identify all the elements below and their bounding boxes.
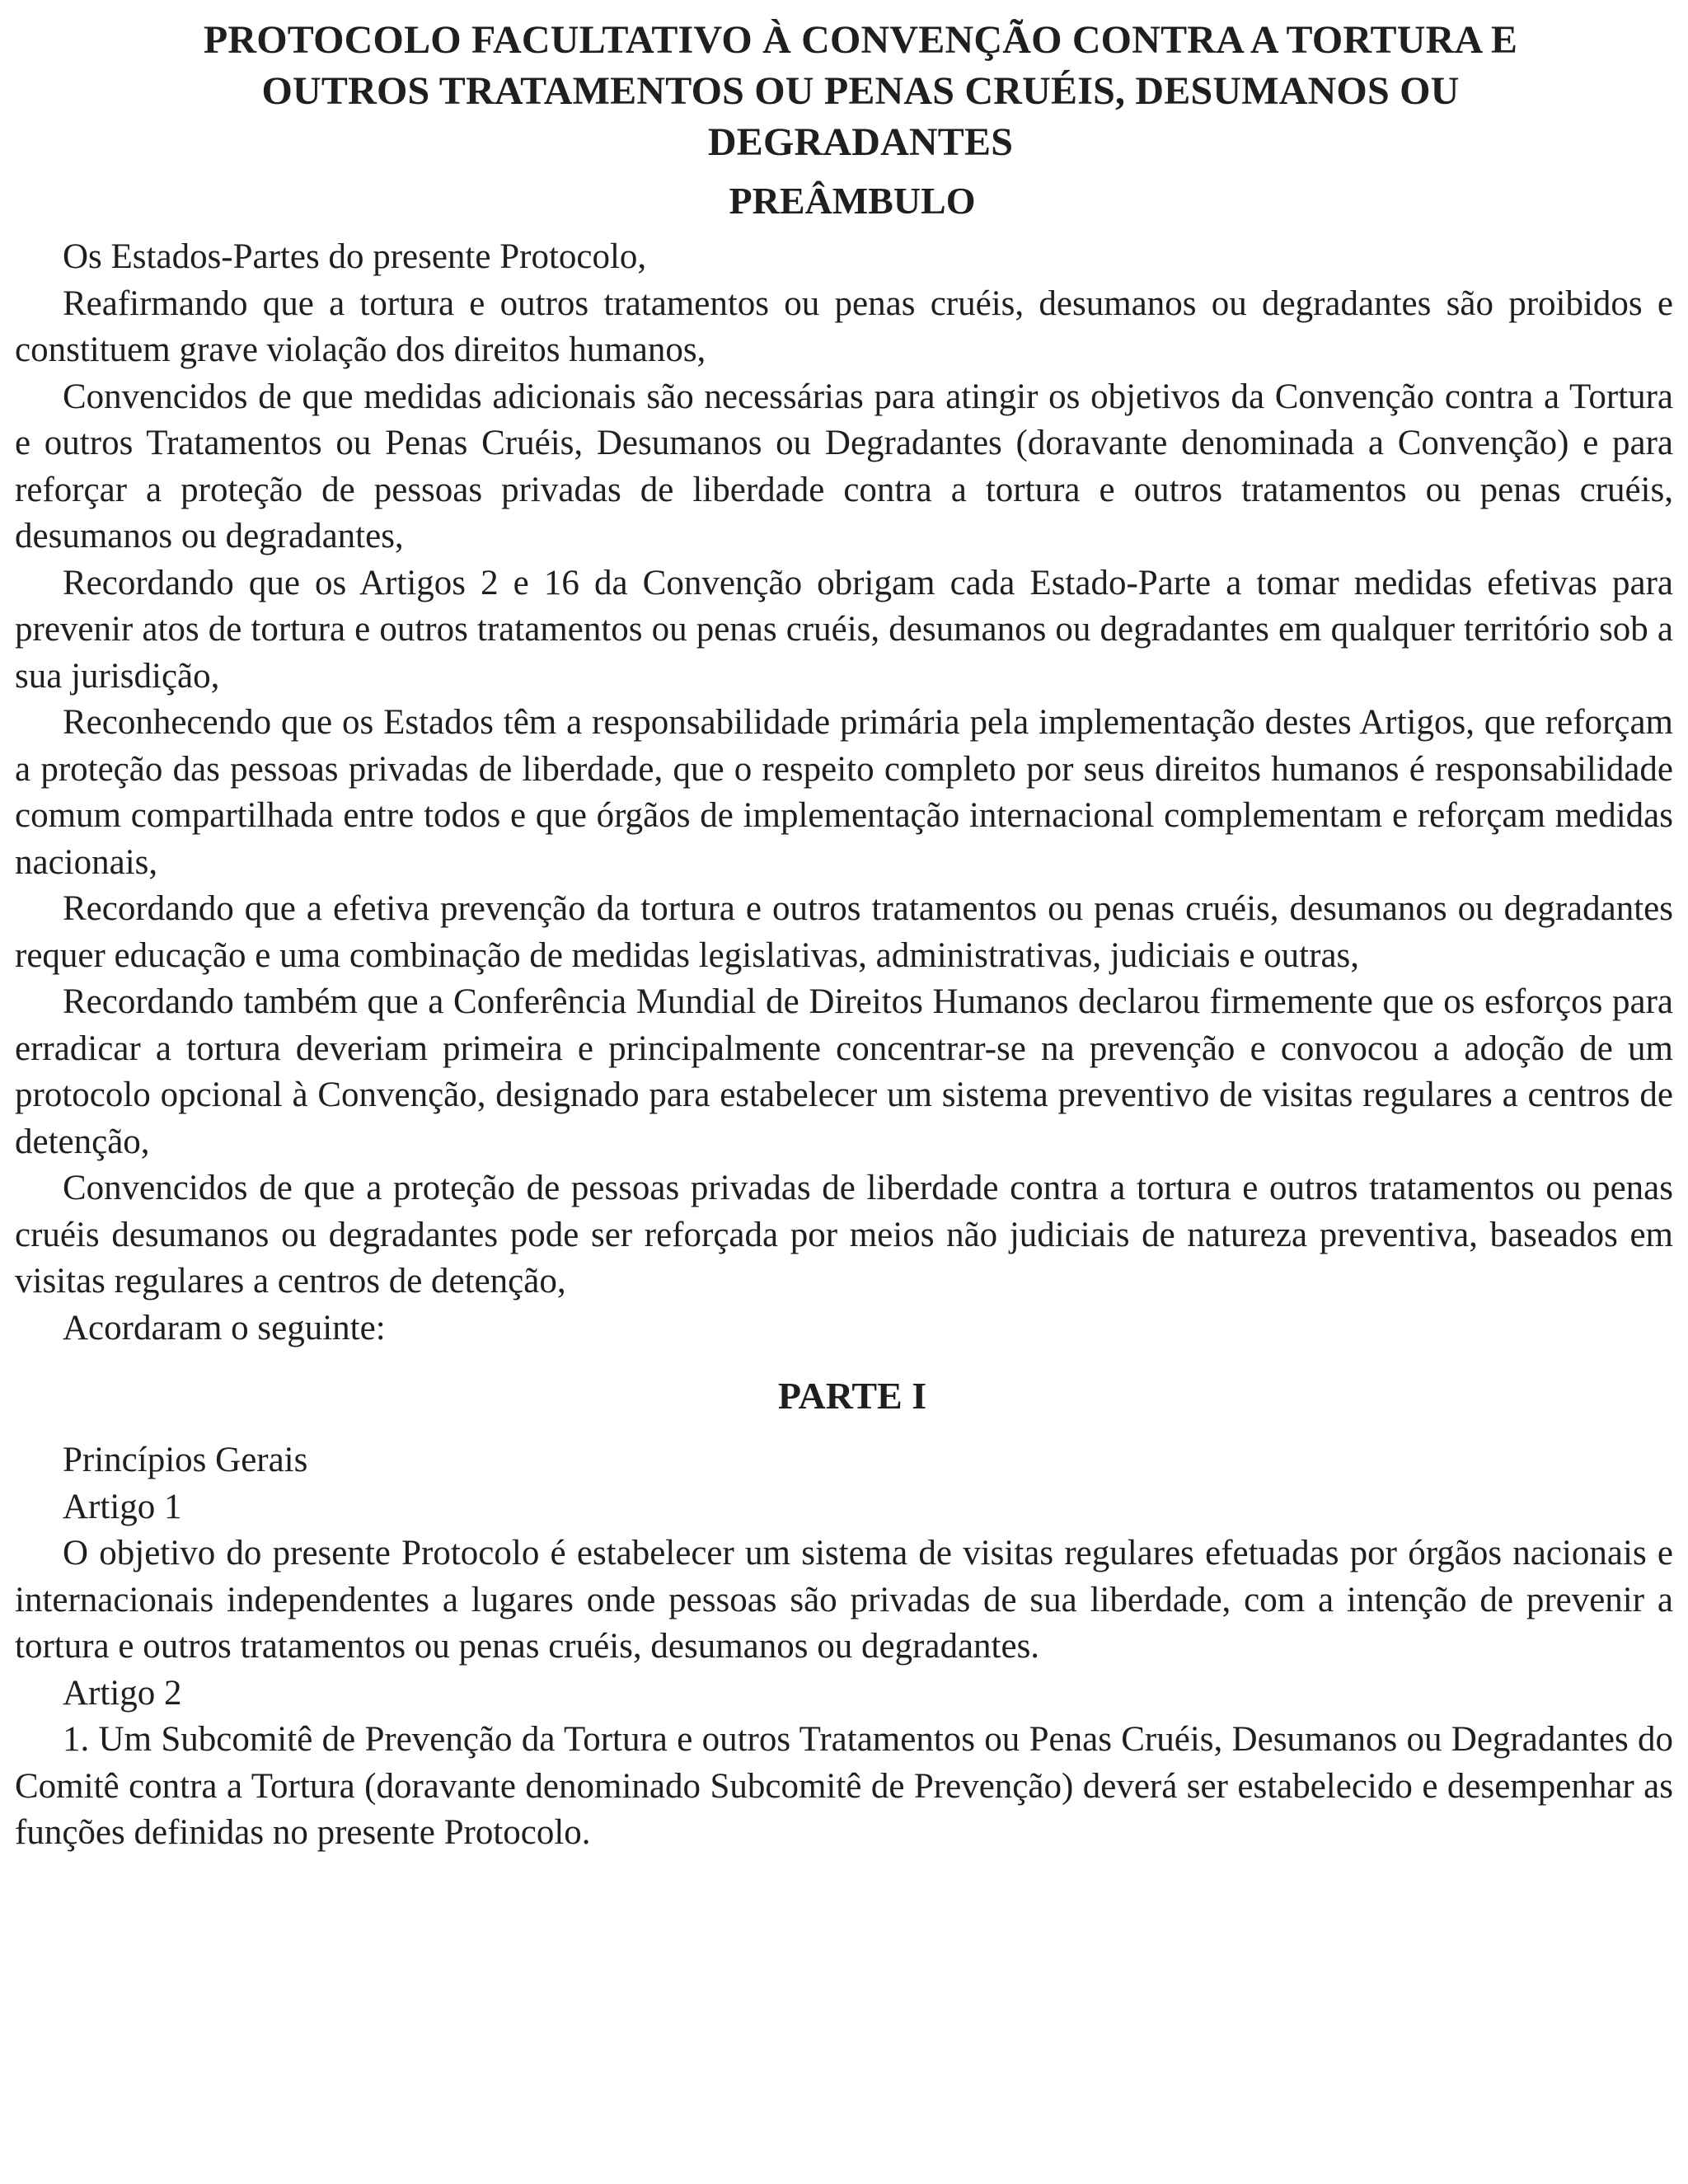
preamble-paragraph-9: Acordaram o seguinte:: [63, 1308, 386, 1347]
preamble-paragraph-2: Reafirmando que a tortura e outros tratamentos ou penas cruéis, desumanos ou degradantes são proibidos e constituem grave violação dos direitos humanos,: [15, 284, 1673, 369]
article-1-label: Artigo 1: [63, 1487, 182, 1526]
preamble-paragraph-1: Os Estados-Partes do presente Protocolo,: [63, 237, 647, 276]
part-one-subheading: Princípios Gerais: [63, 1441, 308, 1479]
title-line-3: DEGRADANTES: [707, 120, 1014, 164]
article-2-label: Artigo 2: [63, 1673, 182, 1713]
preamble-paragraph-7: Recordando também que a Conferência Mundial de Direitos Humanos declarou firmemente que os esforços para erradicar a tortura deveriam primeira e principalmente concentrar-se na prevenção e convocou a adoção de um protocolo opcional à Convenção, designado para estabelecer um sistema preventivo de visitas regulares a centros de detenção,: [15, 982, 1673, 1161]
document-title: [15, 15, 1673, 168]
preamble-paragraph-5: Reconhecendo que os Estados têm a responsabilidade primária pela implementação destes Artigos, que reforçam a proteção das pessoas privadas de liberdade, que o respeito completo por seus direitos humanos é responsabilidade comum compartilhada entre todos e que órgãos de implementação internacional complementam e reforçam medidas nacionais,: [15, 703, 1673, 882]
preamble-paragraph-8: Convencidos de que a proteção de pessoas privadas de liberdade contra a tortura e outros tratamentos ou penas cruéis desumanos ou degradantes pode ser reforçada por meios não judiciais de natureza preventiva, baseados em visitas regulares a centros de detenção,: [15, 1169, 1673, 1301]
preamble-heading: PREÂMBULO: [729, 180, 976, 222]
preamble-paragraph-3: Convencidos de que medidas adicionais são necessárias para atingir os objetivos da Convenção contra a Tortura e outros Tratamentos ou Penas Cruéis, Desumanos ou Degradantes (doravante denominada a Convenção) e para reforçar a proteção de pessoas privadas de liberdade contra a tortura e outros tratamentos ou penas cruéis, desumanos ou degradantes,: [15, 377, 1673, 555]
preamble-paragraph-6: Recordando que a efetiva prevenção da tortura e outros tratamentos ou penas cruéis, desumanos ou degradantes requer educação e uma combinação de medidas legislativas, administrativas, judiciais e outras,: [15, 889, 1673, 975]
article-2-text: 1. Um Subcomitê de Prevenção da Tortura e outros Tratamentos ou Penas Cruéis, Desumanos ou Degradantes do Comitê contra a Tortura (doravante denominado Subcomitê de Prevenção) deverá ser estabelecido e desempenhar as funções definidas no presente Protocolo.: [15, 1720, 1673, 1852]
preamble-paragraph-4: Recordando que os Artigos 2 e 16 da Convenção obrigam cada Estado-Parte a tomar medidas efetivas para prevenir atos de tortura e outros tratamentos ou penas cruéis, desumanos ou degradantes em qualquer território sob a sua jurisdição,: [15, 563, 1673, 696]
title-line-1: PROTOCOLO FACULTATIVO À CONVENÇÃO CONTRA A TORTURA E: [203, 18, 1518, 62]
title-line-2: OUTROS TRATAMENTOS OU PENAS CRUÉIS, DESUMANOS OU: [261, 69, 1460, 113]
part-one-heading: PARTE I: [777, 1375, 927, 1417]
article-1-text: O objetivo do presente Protocolo é estabelecer um sistema de visitas regulares efetuadas por órgãos nacionais e internacionais independentes a lugares onde pessoas são privadas de sua liberdade, com a intenção de prevenir a tortura e outros tratamentos ou penas cruéis, desumanos ou degradantes.: [15, 1534, 1673, 1666]
